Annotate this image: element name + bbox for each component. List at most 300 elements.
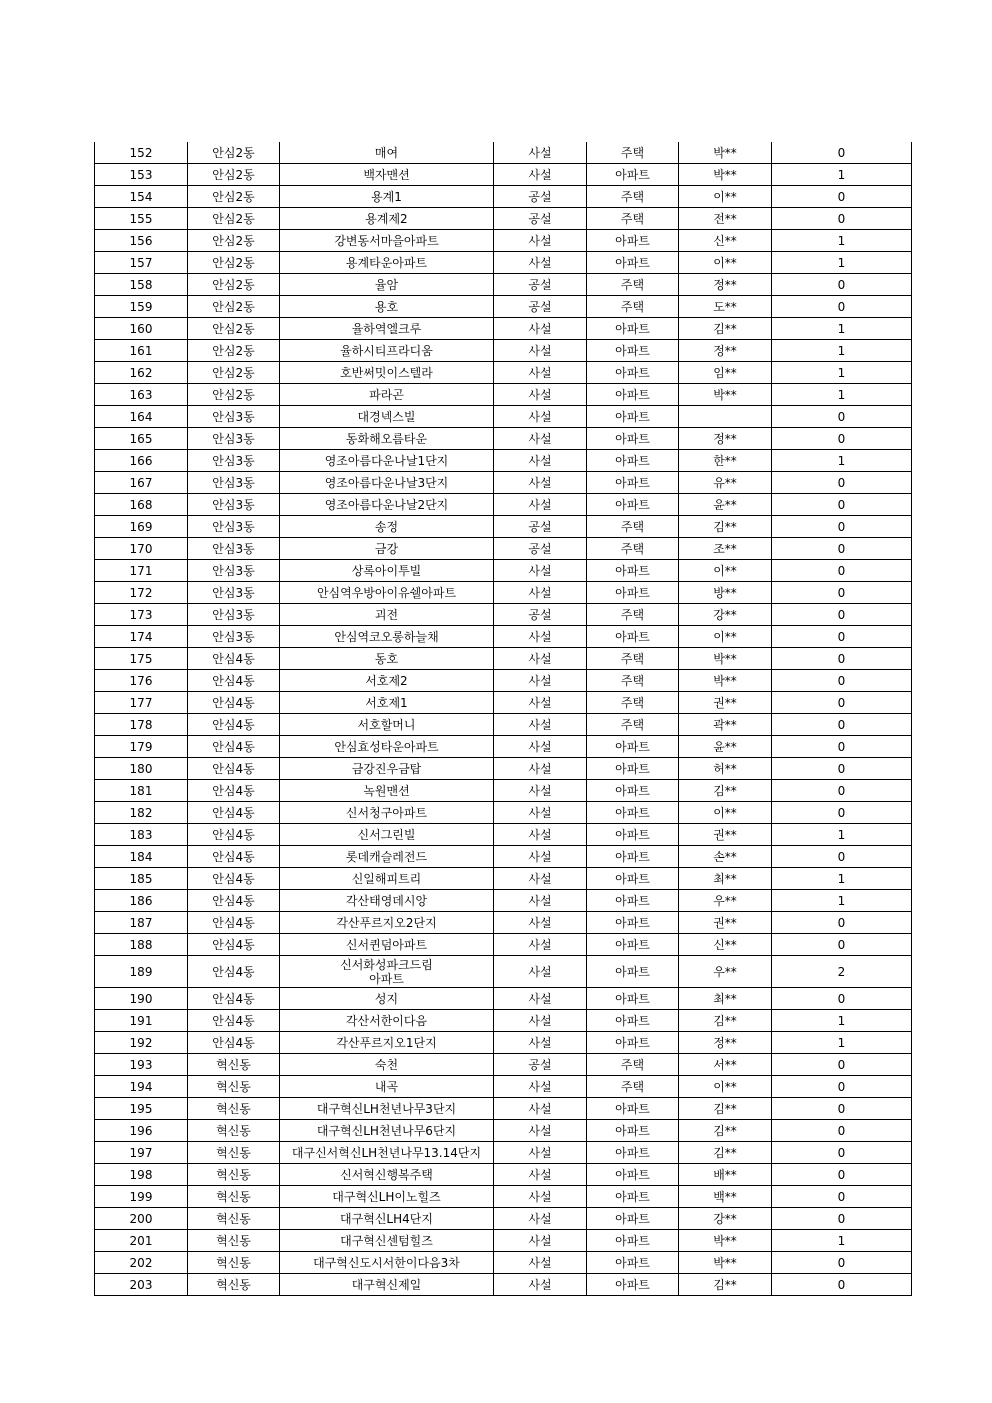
row-number-cell: 159	[95, 296, 188, 318]
table-row	[95, 582, 912, 604]
count-cell: 0	[772, 428, 912, 450]
district-cell: 안심4동	[188, 758, 280, 780]
ownership-cell: 사설	[494, 670, 587, 692]
facility-name-cell: 대구신서혁신LH천년나무13.14단지	[280, 1142, 494, 1164]
facility-name-cell: 괴전	[280, 604, 494, 626]
count-cell: 1	[772, 164, 912, 186]
manager-cell: 박**	[679, 1252, 772, 1274]
facility-name-cell: 영조아름다운나날1단지	[280, 450, 494, 472]
manager-cell: 박**	[679, 1230, 772, 1252]
building-type-cell: 아파트	[587, 1098, 679, 1120]
district-cell: 안심4동	[188, 868, 280, 890]
district-cell: 안심3동	[188, 494, 280, 516]
row-number-cell: 184	[95, 846, 188, 868]
district-cell: 혁신동	[188, 1164, 280, 1186]
building-type-cell: 아파트	[587, 362, 679, 384]
building-type-cell: 아파트	[587, 626, 679, 648]
table-row	[95, 1208, 912, 1230]
building-type-cell: 아파트	[587, 824, 679, 846]
district-cell: 안심4동	[188, 670, 280, 692]
row-number-cell: 152	[95, 142, 188, 164]
facility-name-cell: 매여	[280, 142, 494, 164]
district-cell: 안심4동	[188, 780, 280, 802]
district-cell: 혁신동	[188, 1076, 280, 1098]
count-cell: 1	[772, 362, 912, 384]
ownership-cell: 사설	[494, 736, 587, 758]
count-cell: 1	[772, 868, 912, 890]
table-row	[95, 692, 912, 714]
row-number-cell: 202	[95, 1252, 188, 1274]
manager-cell: 김**	[679, 318, 772, 340]
facility-table	[94, 142, 912, 1296]
row-number-cell: 163	[95, 384, 188, 406]
row-number-cell: 166	[95, 450, 188, 472]
district-cell: 안심4동	[188, 692, 280, 714]
building-type-cell: 아파트	[587, 1120, 679, 1142]
row-number-cell: 188	[95, 934, 188, 956]
district-cell: 안심3동	[188, 560, 280, 582]
count-cell: 1	[772, 824, 912, 846]
building-type-cell: 아파트	[587, 230, 679, 252]
ownership-cell: 사설	[494, 318, 587, 340]
count-cell: 1	[772, 450, 912, 472]
row-number-cell: 185	[95, 868, 188, 890]
table-row	[95, 604, 912, 626]
building-type-cell: 아파트	[587, 890, 679, 912]
ownership-cell: 사설	[494, 868, 587, 890]
district-cell: 안심2동	[188, 296, 280, 318]
ownership-cell: 사설	[494, 912, 587, 934]
table-row	[95, 1252, 912, 1274]
manager-cell: 정**	[679, 428, 772, 450]
building-type-cell: 아파트	[587, 164, 679, 186]
facility-name-cell: 서호제1	[280, 692, 494, 714]
count-cell: 0	[772, 1208, 912, 1230]
row-number-cell: 161	[95, 340, 188, 362]
count-cell: 0	[772, 1252, 912, 1274]
manager-cell: 신**	[679, 934, 772, 956]
table-row	[95, 988, 912, 1010]
table-row	[95, 1098, 912, 1120]
district-cell: 안심2동	[188, 252, 280, 274]
table-row	[95, 1032, 912, 1054]
district-cell: 안심3동	[188, 472, 280, 494]
district-cell: 안심3동	[188, 626, 280, 648]
ownership-cell: 사설	[494, 494, 587, 516]
manager-cell: 조**	[679, 538, 772, 560]
manager-cell: 방**	[679, 582, 772, 604]
table-row	[95, 230, 912, 252]
row-number-cell: 164	[95, 406, 188, 428]
building-type-cell: 아파트	[587, 988, 679, 1010]
manager-cell: 권**	[679, 912, 772, 934]
ownership-cell: 사설	[494, 780, 587, 802]
table-row	[95, 1120, 912, 1142]
facility-name-cell: 호반써밋이스텔라	[280, 362, 494, 384]
table-row	[95, 626, 912, 648]
manager-cell: 김**	[679, 1120, 772, 1142]
ownership-cell: 사설	[494, 428, 587, 450]
table-row	[95, 1186, 912, 1208]
table-row	[95, 758, 912, 780]
facility-name-cell: 신서그린빌	[280, 824, 494, 846]
facility-name-cell: 율하시티프라디움	[280, 340, 494, 362]
table-body	[95, 142, 912, 1296]
row-number-cell: 190	[95, 988, 188, 1010]
row-number-cell: 200	[95, 1208, 188, 1230]
building-type-cell: 아파트	[587, 846, 679, 868]
building-type-cell: 아파트	[587, 956, 679, 988]
district-cell: 안심4동	[188, 988, 280, 1010]
building-type-cell: 주택	[587, 274, 679, 296]
facility-name-cell: 영조아름다운나날3단지	[280, 472, 494, 494]
facility-name-cell: 신서퀸덤아파트	[280, 934, 494, 956]
manager-cell: 권**	[679, 824, 772, 846]
count-cell: 1	[772, 1032, 912, 1054]
district-cell: 안심4동	[188, 846, 280, 868]
district-cell: 안심4동	[188, 890, 280, 912]
facility-name-cell: 용계1	[280, 186, 494, 208]
building-type-cell: 주택	[587, 296, 679, 318]
manager-cell	[679, 406, 772, 428]
table-row	[95, 142, 912, 164]
table-row	[95, 208, 912, 230]
facility-name-cell: 대구혁신센텀힐즈	[280, 1230, 494, 1252]
facility-name-cell: 대구혁신제일	[280, 1274, 494, 1296]
manager-cell: 박**	[679, 142, 772, 164]
building-type-cell: 아파트	[587, 1164, 679, 1186]
facility-name-cell: 롯데캐슬레전드	[280, 846, 494, 868]
district-cell: 혁신동	[188, 1120, 280, 1142]
district-cell: 안심4동	[188, 956, 280, 988]
count-cell: 1	[772, 890, 912, 912]
building-type-cell: 주택	[587, 714, 679, 736]
building-type-cell: 아파트	[587, 340, 679, 362]
ownership-cell: 공설	[494, 186, 587, 208]
manager-cell: 이**	[679, 186, 772, 208]
table-row	[95, 1076, 912, 1098]
ownership-cell: 사설	[494, 890, 587, 912]
count-cell: 0	[772, 1186, 912, 1208]
building-type-cell: 주택	[587, 1054, 679, 1076]
building-type-cell: 아파트	[587, 780, 679, 802]
count-cell: 0	[772, 670, 912, 692]
district-cell: 안심2동	[188, 186, 280, 208]
row-number-cell: 170	[95, 538, 188, 560]
building-type-cell: 아파트	[587, 758, 679, 780]
district-cell: 안심2동	[188, 230, 280, 252]
row-number-cell: 199	[95, 1186, 188, 1208]
facility-name-cell: 신서청구아파트	[280, 802, 494, 824]
row-number-cell: 193	[95, 1054, 188, 1076]
ownership-cell: 공설	[494, 1054, 587, 1076]
ownership-cell: 사설	[494, 340, 587, 362]
table-row	[95, 384, 912, 406]
count-cell: 0	[772, 934, 912, 956]
table-row	[95, 1164, 912, 1186]
ownership-cell: 사설	[494, 1032, 587, 1054]
facility-name-cell: 대구혁신도시서한이다음3차	[280, 1252, 494, 1274]
manager-cell: 이**	[679, 1076, 772, 1098]
ownership-cell: 공설	[494, 296, 587, 318]
district-cell: 안심2동	[188, 142, 280, 164]
ownership-cell: 사설	[494, 1208, 587, 1230]
manager-cell: 신**	[679, 230, 772, 252]
count-cell: 0	[772, 516, 912, 538]
count-cell: 0	[772, 988, 912, 1010]
count-cell: 1	[772, 384, 912, 406]
count-cell: 0	[772, 1098, 912, 1120]
manager-cell: 윤**	[679, 494, 772, 516]
district-cell: 안심2동	[188, 318, 280, 340]
row-number-cell: 183	[95, 824, 188, 846]
building-type-cell: 아파트	[587, 318, 679, 340]
manager-cell: 한**	[679, 450, 772, 472]
district-cell: 안심2동	[188, 274, 280, 296]
manager-cell: 김**	[679, 1274, 772, 1296]
count-cell: 0	[772, 604, 912, 626]
facility-name-cell: 안심역우방아이유쉘아파트	[280, 582, 494, 604]
table-row	[95, 824, 912, 846]
count-cell: 0	[772, 758, 912, 780]
row-number-cell: 175	[95, 648, 188, 670]
building-type-cell: 주택	[587, 538, 679, 560]
table-row	[95, 1230, 912, 1252]
ownership-cell: 공설	[494, 538, 587, 560]
facility-name-cell: 대구혁신LH천년나무3단지	[280, 1098, 494, 1120]
manager-cell: 곽**	[679, 714, 772, 736]
facility-name-cell: 각산푸르지오2단지	[280, 912, 494, 934]
building-type-cell: 아파트	[587, 1142, 679, 1164]
manager-cell: 김**	[679, 1142, 772, 1164]
district-cell: 안심4동	[188, 714, 280, 736]
ownership-cell: 사설	[494, 1164, 587, 1186]
row-number-cell: 176	[95, 670, 188, 692]
ownership-cell: 사설	[494, 406, 587, 428]
manager-cell: 박**	[679, 670, 772, 692]
building-type-cell: 아파트	[587, 1230, 679, 1252]
facility-name-cell: 동화해오름타운	[280, 428, 494, 450]
facility-name-cell: 숙천	[280, 1054, 494, 1076]
facility-name-cell: 안심역코오롱하늘채	[280, 626, 494, 648]
building-type-cell: 아파트	[587, 384, 679, 406]
row-number-cell: 173	[95, 604, 188, 626]
facility-name-cell: 상록아이투빌	[280, 560, 494, 582]
facility-name-cell: 금강	[280, 538, 494, 560]
building-type-cell: 아파트	[587, 252, 679, 274]
manager-cell: 전**	[679, 208, 772, 230]
row-number-cell: 153	[95, 164, 188, 186]
manager-cell: 김**	[679, 516, 772, 538]
row-number-cell: 197	[95, 1142, 188, 1164]
ownership-cell: 사설	[494, 362, 587, 384]
row-number-cell: 180	[95, 758, 188, 780]
building-type-cell: 주택	[587, 692, 679, 714]
ownership-cell: 사설	[494, 582, 587, 604]
building-type-cell: 주택	[587, 516, 679, 538]
district-cell: 혁신동	[188, 1098, 280, 1120]
facility-name-cell: 각산푸르지오1단지	[280, 1032, 494, 1054]
row-number-cell: 195	[95, 1098, 188, 1120]
table-row	[95, 956, 912, 988]
ownership-cell: 사설	[494, 758, 587, 780]
district-cell: 안심3동	[188, 450, 280, 472]
manager-cell: 박**	[679, 164, 772, 186]
row-number-cell: 168	[95, 494, 188, 516]
count-cell: 0	[772, 626, 912, 648]
table-row	[95, 648, 912, 670]
district-cell: 안심4동	[188, 934, 280, 956]
facility-name-cell: 녹원맨션	[280, 780, 494, 802]
table-row	[95, 186, 912, 208]
row-number-cell: 167	[95, 472, 188, 494]
facility-name-cell: 금강진우금탑	[280, 758, 494, 780]
building-type-cell: 주택	[587, 186, 679, 208]
table-row	[95, 890, 912, 912]
manager-cell: 백**	[679, 1186, 772, 1208]
facility-name-cell: 안심효성타운아파트	[280, 736, 494, 758]
building-type-cell: 아파트	[587, 934, 679, 956]
district-cell: 안심3동	[188, 406, 280, 428]
table-row	[95, 252, 912, 274]
count-cell: 0	[772, 494, 912, 516]
table-row	[95, 516, 912, 538]
table-row	[95, 274, 912, 296]
building-type-cell: 아파트	[587, 560, 679, 582]
count-cell: 1	[772, 1010, 912, 1032]
ownership-cell: 사설	[494, 1186, 587, 1208]
table-row	[95, 846, 912, 868]
row-number-cell: 171	[95, 560, 188, 582]
ownership-cell: 사설	[494, 648, 587, 670]
row-number-cell: 198	[95, 1164, 188, 1186]
count-cell: 0	[772, 912, 912, 934]
table-row	[95, 362, 912, 384]
district-cell: 안심4동	[188, 824, 280, 846]
district-cell: 안심4동	[188, 648, 280, 670]
facility-name-cell: 신서혁신행복주택	[280, 1164, 494, 1186]
ownership-cell: 사설	[494, 164, 587, 186]
row-number-cell: 155	[95, 208, 188, 230]
ownership-cell: 사설	[494, 802, 587, 824]
district-cell: 안심4동	[188, 736, 280, 758]
manager-cell: 최**	[679, 868, 772, 890]
ownership-cell: 사설	[494, 1274, 587, 1296]
district-cell: 안심4동	[188, 912, 280, 934]
manager-cell: 강**	[679, 1208, 772, 1230]
facility-name-cell: 용호	[280, 296, 494, 318]
ownership-cell: 사설	[494, 560, 587, 582]
district-cell: 안심2동	[188, 164, 280, 186]
table-row	[95, 670, 912, 692]
row-number-cell: 189	[95, 956, 188, 988]
ownership-cell: 공설	[494, 208, 587, 230]
ownership-cell: 사설	[494, 934, 587, 956]
row-number-cell: 169	[95, 516, 188, 538]
ownership-cell: 사설	[494, 450, 587, 472]
building-type-cell: 아파트	[587, 802, 679, 824]
facility-name-cell: 각산서한이다음	[280, 1010, 494, 1032]
row-number-cell: 172	[95, 582, 188, 604]
district-cell: 안심3동	[188, 428, 280, 450]
facility-name-cell: 율암	[280, 274, 494, 296]
row-number-cell: 194	[95, 1076, 188, 1098]
facility-name-cell: 성지	[280, 988, 494, 1010]
row-number-cell: 186	[95, 890, 188, 912]
table-row	[95, 1142, 912, 1164]
district-cell: 안심3동	[188, 538, 280, 560]
table-row	[95, 560, 912, 582]
facility-name-cell: 강변동서마을아파트	[280, 230, 494, 252]
building-type-cell: 아파트	[587, 428, 679, 450]
manager-cell: 정**	[679, 274, 772, 296]
facility-name-cell: 대구혁신LH이노힐즈	[280, 1186, 494, 1208]
facility-name-cell: 서호제2	[280, 670, 494, 692]
count-cell: 0	[772, 1054, 912, 1076]
district-cell: 안심3동	[188, 516, 280, 538]
facility-name-cell: 율하역엘크루	[280, 318, 494, 340]
district-cell: 혁신동	[188, 1274, 280, 1296]
building-type-cell: 주택	[587, 648, 679, 670]
table-row	[95, 494, 912, 516]
facility-name-cell: 동호	[280, 648, 494, 670]
manager-cell: 정**	[679, 340, 772, 362]
manager-cell: 박**	[679, 648, 772, 670]
building-type-cell: 아파트	[587, 1252, 679, 1274]
manager-cell: 강**	[679, 604, 772, 626]
manager-cell: 정**	[679, 1032, 772, 1054]
ownership-cell: 사설	[494, 472, 587, 494]
row-number-cell: 187	[95, 912, 188, 934]
manager-cell: 최**	[679, 988, 772, 1010]
manager-cell: 김**	[679, 1010, 772, 1032]
count-cell: 0	[772, 560, 912, 582]
count-cell: 0	[772, 1274, 912, 1296]
ownership-cell: 사설	[494, 1230, 587, 1252]
row-number-cell: 192	[95, 1032, 188, 1054]
ownership-cell: 사설	[494, 1098, 587, 1120]
building-type-cell: 아파트	[587, 494, 679, 516]
ownership-cell: 공설	[494, 274, 587, 296]
count-cell: 0	[772, 186, 912, 208]
facility-name-cell: 대경넥스빌	[280, 406, 494, 428]
count-cell: 0	[772, 472, 912, 494]
ownership-cell: 사설	[494, 1076, 587, 1098]
manager-cell: 허**	[679, 758, 772, 780]
manager-cell: 배**	[679, 1164, 772, 1186]
district-cell: 안심3동	[188, 582, 280, 604]
count-cell: 0	[772, 274, 912, 296]
manager-cell: 서**	[679, 1054, 772, 1076]
table-row	[95, 1054, 912, 1076]
table-row	[95, 472, 912, 494]
manager-cell: 이**	[679, 802, 772, 824]
row-number-cell: 191	[95, 1010, 188, 1032]
manager-cell: 권**	[679, 692, 772, 714]
count-cell: 0	[772, 714, 912, 736]
ownership-cell: 사설	[494, 1010, 587, 1032]
building-type-cell: 아파트	[587, 868, 679, 890]
manager-cell: 김**	[679, 1098, 772, 1120]
row-number-cell: 157	[95, 252, 188, 274]
district-cell: 안심4동	[188, 802, 280, 824]
count-cell: 0	[772, 692, 912, 714]
table-row	[95, 912, 912, 934]
count-cell: 2	[772, 956, 912, 988]
manager-cell: 이**	[679, 252, 772, 274]
ownership-cell: 사설	[494, 1120, 587, 1142]
district-cell: 혁신동	[188, 1230, 280, 1252]
